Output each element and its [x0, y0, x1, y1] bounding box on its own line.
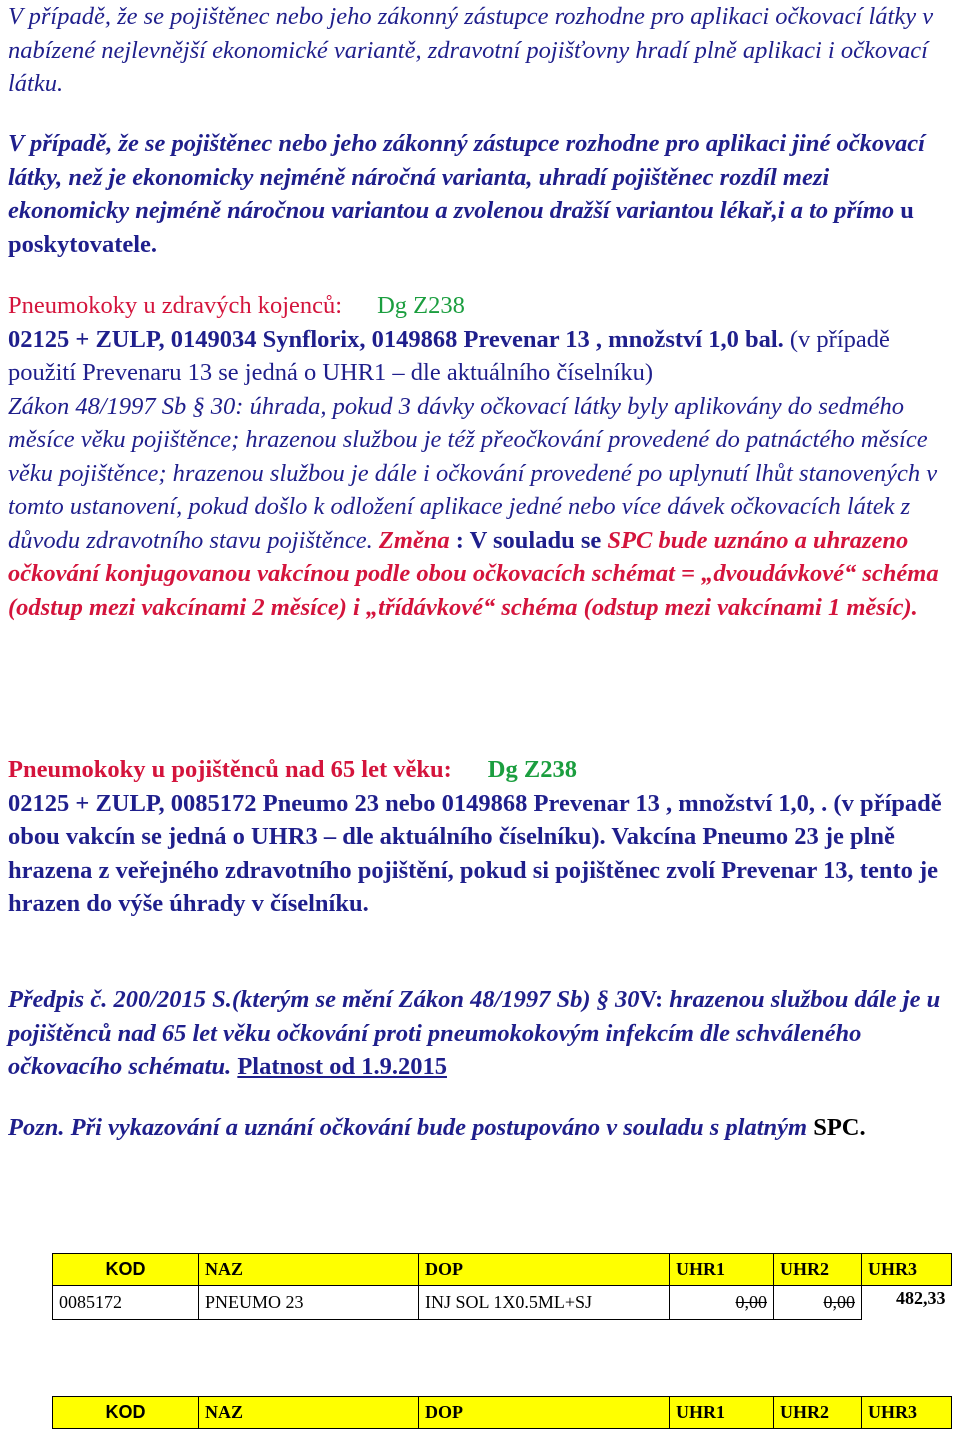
header-uhr2: UHR2	[774, 1397, 862, 1429]
regulation-validity: Platnost od 1.9.2015	[237, 1053, 447, 1080]
regulation-section	[8, 983, 952, 1084]
other-vaccine-italic: V případě, že se pojištěnec nebo jeho zákonný zástupce rozhodne pro aplikaci jiné očkovací látky, než je ekonomicky nejméně náročná varianta, uhradí pojištěnec rozdíl mezi ekonomicky nejméně náročnou variantou a zvolenou dražší variantou lékař,i a to přímo	[8, 130, 925, 224]
cell-uhr3: 482,33	[862, 1286, 952, 1320]
header-kod: KOD	[53, 1397, 199, 1429]
table-prevenar	[52, 1396, 952, 1429]
change-text-2: bude uznáno a uhrazeno očkování konjugovanou vakcínou podle obou očkovacích schémat = „dvoudávkové“ schéma (odstup mezi vakcínami 2 měsíce) i „třídávkové“ schéma (odstup mezi vakcínami 1 měsíc).	[8, 526, 939, 621]
note-spc: SPC.	[813, 1114, 866, 1141]
seniors-section	[8, 753, 952, 921]
header-uhr1: UHR1	[670, 1397, 774, 1429]
note-section	[8, 1111, 866, 1145]
seniors-diagnosis: Dg Z238	[487, 756, 577, 783]
header-uhr3: UHR3	[862, 1397, 952, 1429]
regulation-text-1: (kterým se mění Zákon 48/1997 Sb) § 30	[231, 986, 640, 1013]
header-naz: NAZ	[199, 1397, 419, 1429]
change-text-1: V souladu se	[469, 526, 602, 554]
header-dop: DOP	[419, 1397, 670, 1429]
change-label: Změna	[378, 526, 450, 554]
header-uhr2: UHR2	[774, 1254, 862, 1286]
seniors-heading: Pneumokoky u pojištěnců nad 65 let věku:	[8, 756, 452, 783]
cell-kod: 0085172	[53, 1286, 199, 1320]
cell-naz: PNEUMO 23	[199, 1286, 419, 1320]
infants-reimbursement-note: (v případě použití Prevenaru 13 se jedná o UHR1 – dle aktuálního číselníku)	[8, 325, 890, 386]
cell-uhr1: 0,00	[670, 1286, 774, 1320]
header-uhr1: UHR1	[670, 1254, 774, 1286]
regulation-text-2: hrazenou službou dále je u pojištěnců nad 65 let věku očkování proti pneumokokovým infekcím dle schváleného očkovacího schématu.	[8, 986, 941, 1080]
seniors-products: 02125 + ZULP, 0085172 Pneumo 23 nebo 0149868 Prevenar 13 , množství 1,0, . (v případě obou vakcín se jedná o UHR3 – dle aktuálního číselníku). Vakcína Pneumo 23 je plně hrazena z veřejného zdravotního pojištění, pokud si pojištěnec zvolí Prevenar 13, tento je hrazen do výše úhrady v číselníku.	[8, 789, 942, 917]
regulation-v-letter: V:	[639, 986, 664, 1013]
paragraph-other-vaccine	[8, 127, 952, 261]
change-spc: SPC	[601, 526, 659, 554]
header-dop: DOP	[419, 1254, 670, 1286]
cell-dop: INJ SOL 1X0.5ML+SJ	[419, 1286, 670, 1320]
note-italic: Pozn. Při vykazování a uznání očkování bude postupováno v souladu s platným	[8, 1114, 808, 1141]
cell-uhr2: 0,00	[774, 1286, 862, 1320]
regulation-label: Předpis č. 200/2015 S.	[8, 986, 232, 1013]
paragraph-cheapest-variant: V případě, že se pojištěnec nebo jeho zákonný zástupce rozhodne pro aplikaci očkovací látky v nabízené nejlevnější ekonomické variantě, zdravotní pojišťovny hradí plně aplikaci i očkovací látku.	[8, 3, 934, 97]
infants-section	[8, 289, 952, 624]
header-uhr3: UHR3	[862, 1254, 952, 1286]
table-row	[53, 1286, 952, 1320]
table-header-row	[53, 1254, 952, 1286]
header-kod: KOD	[53, 1254, 199, 1286]
infants-products: 02125 + ZULP, 0149034 Synflorix, 0149868 Prevenar 13 , množství 1,0 bal.	[8, 325, 784, 353]
table-pneumo23	[52, 1253, 952, 1320]
infants-diagnosis: Dg Z238	[377, 292, 465, 319]
other-vaccine-plain: u poskytovatele.	[8, 197, 914, 258]
infants-law-text: Zákon 48/1997 Sb § 30: úhrada, pokud 3 dávky očkovací látky byly aplikovány do sedmého měsíce věku pojištěnce; hrazenou službou je též přeočkování provedené do patnáctého měsíce věku pojištěnce; hrazenou službou je dále i očkování provedené po uplynutí lhůt stanovených v tomto ustanovení, pokud došlo k odložení aplikace jedné nebo více dávek očkovacích látek z důvodu zdravotního stavu pojištěnce.	[8, 392, 938, 554]
infants-heading: Pneumokoky u zdravých kojenců:	[8, 292, 343, 319]
change-colon: :	[449, 526, 470, 554]
table-header-row	[53, 1397, 952, 1429]
header-naz: NAZ	[199, 1254, 419, 1286]
